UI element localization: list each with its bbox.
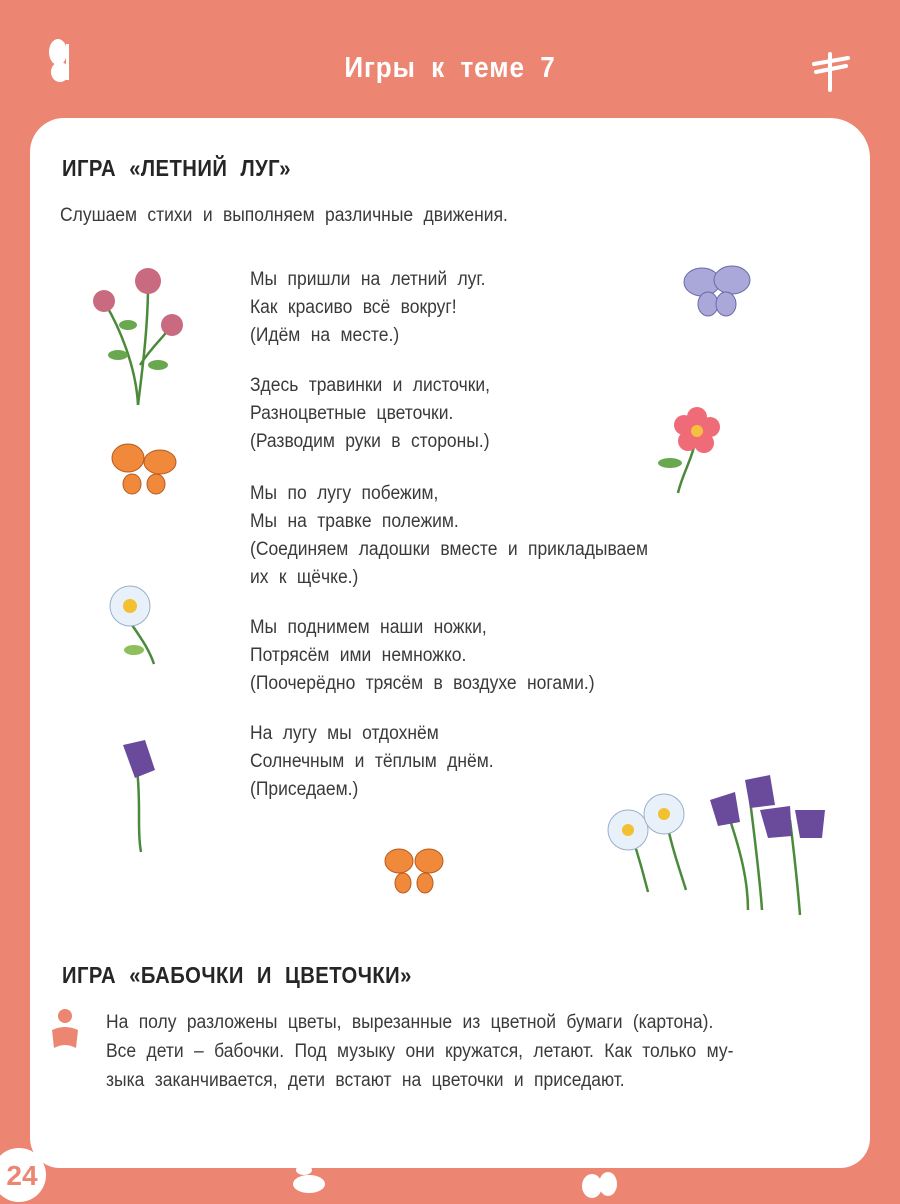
poem-line: Солнечным и тёплым днём. <box>250 751 494 772</box>
poem-line: (Поочерёдно трясём в воздухе ногами.) <box>250 673 595 694</box>
poem-line: Мы по лугу побежим, <box>250 483 439 504</box>
text-line: На полу разложены цветы, вырезанные из цветной бумаги (картона). <box>106 1012 714 1033</box>
text-line: зыка заканчивается, дети встают на цветочки и приседают. <box>106 1070 625 1091</box>
poem-line: На лугу мы отдохнём <box>250 723 439 744</box>
poem-line: Мы поднимем наши ножки, <box>250 617 487 638</box>
poem-line: Разноцветные цветочки. <box>250 403 454 424</box>
flowers-bouquet-icon <box>600 770 840 918</box>
reading-child-icon <box>50 1008 80 1050</box>
stanza-3 <box>250 480 648 592</box>
poem-line: Потрясём ими немножко. <box>250 645 467 666</box>
game1-title: ИГРА «ЛЕТНИЙ ЛУГ» <box>62 155 291 181</box>
stanza-2 <box>250 372 490 456</box>
page-title: Игры к теме 7 <box>344 52 556 84</box>
butterfly-icon <box>383 845 445 897</box>
poem-line: (Разводим руки в стороны.) <box>250 431 490 452</box>
stanza-1 <box>250 266 486 350</box>
bellflower-icon <box>115 740 165 855</box>
poem-line: их к щёчке.) <box>250 567 359 588</box>
poem-line: (Приседаем.) <box>250 779 359 800</box>
stanza-4 <box>250 614 595 698</box>
poem-line: Здесь травинки и листочки, <box>250 375 491 396</box>
stanza-5 <box>250 720 494 804</box>
poem-line: Как красиво всё вокруг! <box>250 297 457 318</box>
poem-line: (Соединяем ладошки вместе и прикладываем <box>250 539 649 560</box>
poem-line: Мы пришли на летний луг. <box>250 269 486 290</box>
poem-line: (Идём на месте.) <box>250 325 400 346</box>
game2-description <box>106 1008 733 1095</box>
page-number: 24 <box>0 1148 46 1202</box>
butterfly-icon <box>578 1160 622 1200</box>
daisy-icon <box>104 582 164 667</box>
text-line: Все дети – бабочки. Под музыку они кружатся, летают. Как только му- <box>106 1041 734 1062</box>
clover-flower-icon <box>88 265 188 410</box>
red-flower-icon <box>652 405 727 495</box>
game2-title: ИГРА «БАБОЧКИ И ЦВЕТОЧКИ» <box>62 962 412 988</box>
bee-icon <box>284 1160 334 1200</box>
poem-line: Мы на травке полежим. <box>250 511 459 532</box>
game1-intro: Слушаем стихи и выполняем различные движения. <box>60 205 508 226</box>
butterfly-icon <box>682 262 752 322</box>
butterfly-icon <box>110 440 178 500</box>
